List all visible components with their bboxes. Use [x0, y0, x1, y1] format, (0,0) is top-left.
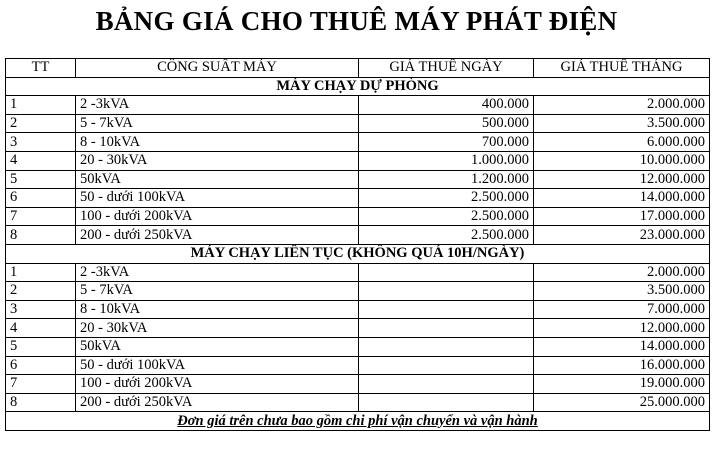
cell-tt: 2	[6, 114, 76, 133]
cell-day-price: 700.000	[359, 133, 534, 152]
cell-tt: 1	[6, 263, 76, 282]
cell-month-price: 12.000.000	[534, 170, 710, 189]
cell-month-price: 14.000.000	[534, 337, 710, 356]
cell-month-price: 6.000.000	[534, 133, 710, 152]
header-tt: TT	[6, 59, 76, 78]
cell-month-price: 2.000.000	[534, 96, 710, 115]
cell-day-price: 2.500.000	[359, 226, 534, 245]
cell-month-price: 25.000.000	[534, 393, 710, 412]
cell-month-price: 14.000.000	[534, 189, 710, 208]
table-row	[6, 375, 710, 394]
table-row	[6, 337, 710, 356]
cell-capacity: 20 - 30kVA	[76, 151, 359, 170]
cell-month-price: 3.500.000	[534, 282, 710, 301]
cell-month-price: 17.000.000	[534, 207, 710, 226]
footer-note: Đơn giá trên chưa bao gồm chi phí vận chuyển và vận hành	[6, 412, 710, 431]
cell-capacity: 2 -3kVA	[76, 263, 359, 282]
table-row	[6, 282, 710, 301]
cell-month-price: 7.000.000	[534, 300, 710, 319]
header-month-price: GIÁ THUÊ THÁNG	[534, 59, 710, 78]
table-row	[6, 151, 710, 170]
cell-month-price: 3.500.000	[534, 114, 710, 133]
cell-day-price: 400.000	[359, 96, 534, 115]
table-row	[6, 319, 710, 338]
section-row	[6, 244, 710, 263]
cell-tt: 8	[6, 393, 76, 412]
cell-tt: 7	[6, 207, 76, 226]
cell-month-price: 2.000.000	[534, 263, 710, 282]
cell-capacity: 50 - dưới 100kVA	[76, 356, 359, 375]
cell-capacity: 20 - 30kVA	[76, 319, 359, 338]
cell-day-price: 500.000	[359, 114, 534, 133]
cell-day-price	[359, 337, 534, 356]
table-row	[6, 263, 710, 282]
cell-day-price: 2.500.000	[359, 189, 534, 208]
cell-day-price	[359, 319, 534, 338]
cell-day-price	[359, 300, 534, 319]
cell-capacity: 8 - 10kVA	[76, 300, 359, 319]
cell-day-price	[359, 393, 534, 412]
cell-tt: 3	[6, 300, 76, 319]
cell-month-price: 16.000.000	[534, 356, 710, 375]
page-title: BẢNG GIÁ CHO THUÊ MÁY PHÁT ĐIỆN	[95, 6, 618, 36]
price-table	[5, 58, 710, 431]
cell-tt: 5	[6, 170, 76, 189]
cell-capacity: 8 - 10kVA	[76, 133, 359, 152]
cell-day-price	[359, 263, 534, 282]
footer-row	[6, 412, 710, 431]
table-row	[6, 96, 710, 115]
cell-capacity: 50kVA	[76, 337, 359, 356]
table-row	[6, 189, 710, 208]
cell-tt: 8	[6, 226, 76, 245]
cell-capacity: 50 - dưới 100kVA	[76, 189, 359, 208]
cell-tt: 4	[6, 319, 76, 338]
table-row	[6, 170, 710, 189]
cell-capacity: 200 - dưới 250kVA	[76, 393, 359, 412]
cell-day-price	[359, 282, 534, 301]
cell-capacity: 100 - dưới 200kVA	[76, 207, 359, 226]
cell-month-price: 12.000.000	[534, 319, 710, 338]
section-row	[6, 77, 710, 96]
cell-tt: 1	[6, 96, 76, 115]
cell-day-price	[359, 375, 534, 394]
header-row	[6, 59, 710, 78]
cell-month-price: 23.000.000	[534, 226, 710, 245]
cell-day-price: 1.000.000	[359, 151, 534, 170]
cell-tt: 4	[6, 151, 76, 170]
table-row	[6, 207, 710, 226]
cell-capacity: 100 - dưới 200kVA	[76, 375, 359, 394]
cell-month-price: 19.000.000	[534, 375, 710, 394]
table-row	[6, 226, 710, 245]
section-title-standby: MÁY CHẠY DỰ PHÒNG	[6, 77, 710, 96]
cell-capacity: 50kVA	[76, 170, 359, 189]
header-day-price: GIÁ THUÊ NGÀY	[359, 59, 534, 78]
table-row	[6, 133, 710, 152]
cell-tt: 3	[6, 133, 76, 152]
section-title-continuous: MÁY CHẠY LIÊN TỤC (KHÔNG QUÁ 10H/NGÀY)	[6, 244, 710, 263]
table-row	[6, 114, 710, 133]
header-capacity: CÔNG SUẤT MÁY	[76, 59, 359, 78]
cell-tt: 6	[6, 189, 76, 208]
cell-tt: 2	[6, 282, 76, 301]
table-row	[6, 356, 710, 375]
cell-day-price: 2.500.000	[359, 207, 534, 226]
cell-tt: 7	[6, 375, 76, 394]
cell-day-price: 1.200.000	[359, 170, 534, 189]
cell-month-price: 10.000.000	[534, 151, 710, 170]
cell-day-price	[359, 356, 534, 375]
table-row	[6, 300, 710, 319]
cell-capacity: 5 - 7kVA	[76, 282, 359, 301]
cell-tt: 5	[6, 337, 76, 356]
table-row	[6, 393, 710, 412]
cell-capacity: 200 - dưới 250kVA	[76, 226, 359, 245]
cell-capacity: 2 -3kVA	[76, 96, 359, 115]
cell-tt: 6	[6, 356, 76, 375]
cell-capacity: 5 - 7kVA	[76, 114, 359, 133]
